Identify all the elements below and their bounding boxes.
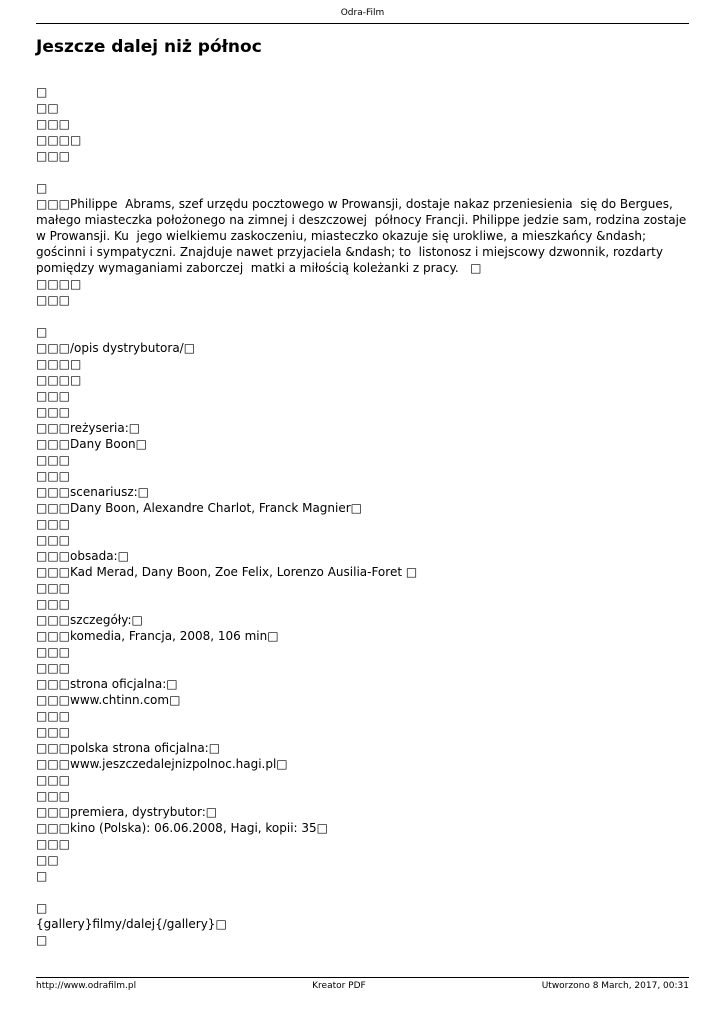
footer-generator: Kreator PDF [312, 981, 366, 991]
text-line: {gallery}filmy/dalej{/gallery}□ [36, 917, 227, 931]
text-line: □□□ [36, 117, 71, 131]
text-line: □□□ [36, 149, 71, 163]
blank-line [36, 884, 689, 900]
page-title: Jeszcze dalej niż północ [36, 37, 262, 57]
site-name: Odra-Film [340, 8, 385, 18]
text-line: □□□ [36, 581, 71, 595]
text-line: □□□ [36, 597, 71, 611]
text-line: □□ [36, 101, 59, 115]
pdf-page [36, 0, 689, 948]
text-line: □□□scenariusz:□ [36, 485, 150, 499]
text-line: □ [36, 85, 48, 99]
text-line: □□□www.chtinn.com□ [36, 693, 181, 707]
text-line: □□□reżyseria:□ [36, 421, 141, 435]
text-line: □□□□ [36, 357, 82, 371]
site-header [36, 0, 689, 19]
text-line: □□□www.jeszczedalejnizpolnoc.hagi.pl□ [36, 757, 288, 771]
text-line: □□□Kad Merad, Dany Boon, Zoe Felix, Lorenzo Ausilia-Foret □ [36, 565, 418, 579]
text-line: □□□Dany Boon, Alexandre Charlot, Franck Magnier□ [36, 501, 363, 515]
text-line: □ [36, 181, 48, 195]
text-line: □□□□ [36, 133, 82, 147]
text-line: □□□ [36, 405, 71, 419]
text-line: □□□ [36, 773, 71, 787]
text-line: □□□ [36, 645, 71, 659]
text-line: □□□□ [36, 373, 82, 387]
footer-url: http://www.odrafilm.pl [36, 981, 137, 991]
text-line: □□□ [36, 453, 71, 467]
document-body [36, 84, 689, 948]
text-line: □□□/opis dystrybutora/□ [36, 341, 196, 355]
text-line: □□□kino (Polska): 06.06.2008, Hagi, kopii: 35□ [36, 821, 329, 835]
text-line: □□□polska strona oficjalna:□ [36, 741, 221, 755]
text-line: □□□ [36, 533, 71, 547]
text-line: □□□ [36, 389, 71, 403]
text-line: □□□strona oficjalna:□ [36, 677, 178, 691]
text-line: □□□ [36, 469, 71, 483]
footer-rule [36, 977, 689, 978]
text-line: □□□szczegóły:□ [36, 613, 143, 627]
text-line: □□□ [36, 293, 71, 307]
text-line: □□□premiera, dystrybutor:□ [36, 805, 218, 819]
text-line: □□□komedia, Francja, 2008, 106 min□ [36, 629, 279, 643]
blank-line [36, 308, 689, 324]
blank-line [36, 164, 689, 180]
text-line: □□□□ [36, 277, 82, 291]
header-rule [36, 23, 689, 24]
footer-row [36, 981, 689, 992]
text-line: □□□ [36, 837, 71, 851]
text-line: □□□ [36, 661, 71, 675]
footer [36, 973, 689, 992]
text-line: □□ [36, 853, 59, 867]
footer-created: Utworzono 8 March, 2017, 00:31 [541, 981, 689, 991]
text-line: □ [36, 901, 48, 915]
text-line: □□□ [36, 709, 71, 723]
text-line: □□□Philippe Abrams, szef urzędu pocztowego w Prowansji, dostaje nakaz przeniesienia się do Bergues, małego miasteczka położonego na zimnej i deszczowej północy Francji. Philippe jedzie sam, rodzina zostaje w Prowansji. Ku jego wielkiemu zaskoczeniu, miasteczko okazuje się urokliwe, a mieszkańcy &ndash; gościnni i sympatyczni. Znajduje nawet przyjaciela &ndash; to listonosz i miejscowy dzwonnik, rozdarty pomiędzy wymaganiami zaborczej matki a miłością koleżanki z pracy. □ [36, 197, 691, 275]
text-line: □□□Dany Boon□ [36, 437, 147, 451]
text-line: □□□ [36, 725, 71, 739]
text-line: □□□obsada:□ [36, 549, 129, 563]
text-line: □□□ [36, 517, 71, 531]
text-line: □ [36, 325, 48, 339]
text-line: □ [36, 869, 48, 883]
text-line: □ [36, 933, 48, 947]
text-line: □□□ [36, 789, 71, 803]
